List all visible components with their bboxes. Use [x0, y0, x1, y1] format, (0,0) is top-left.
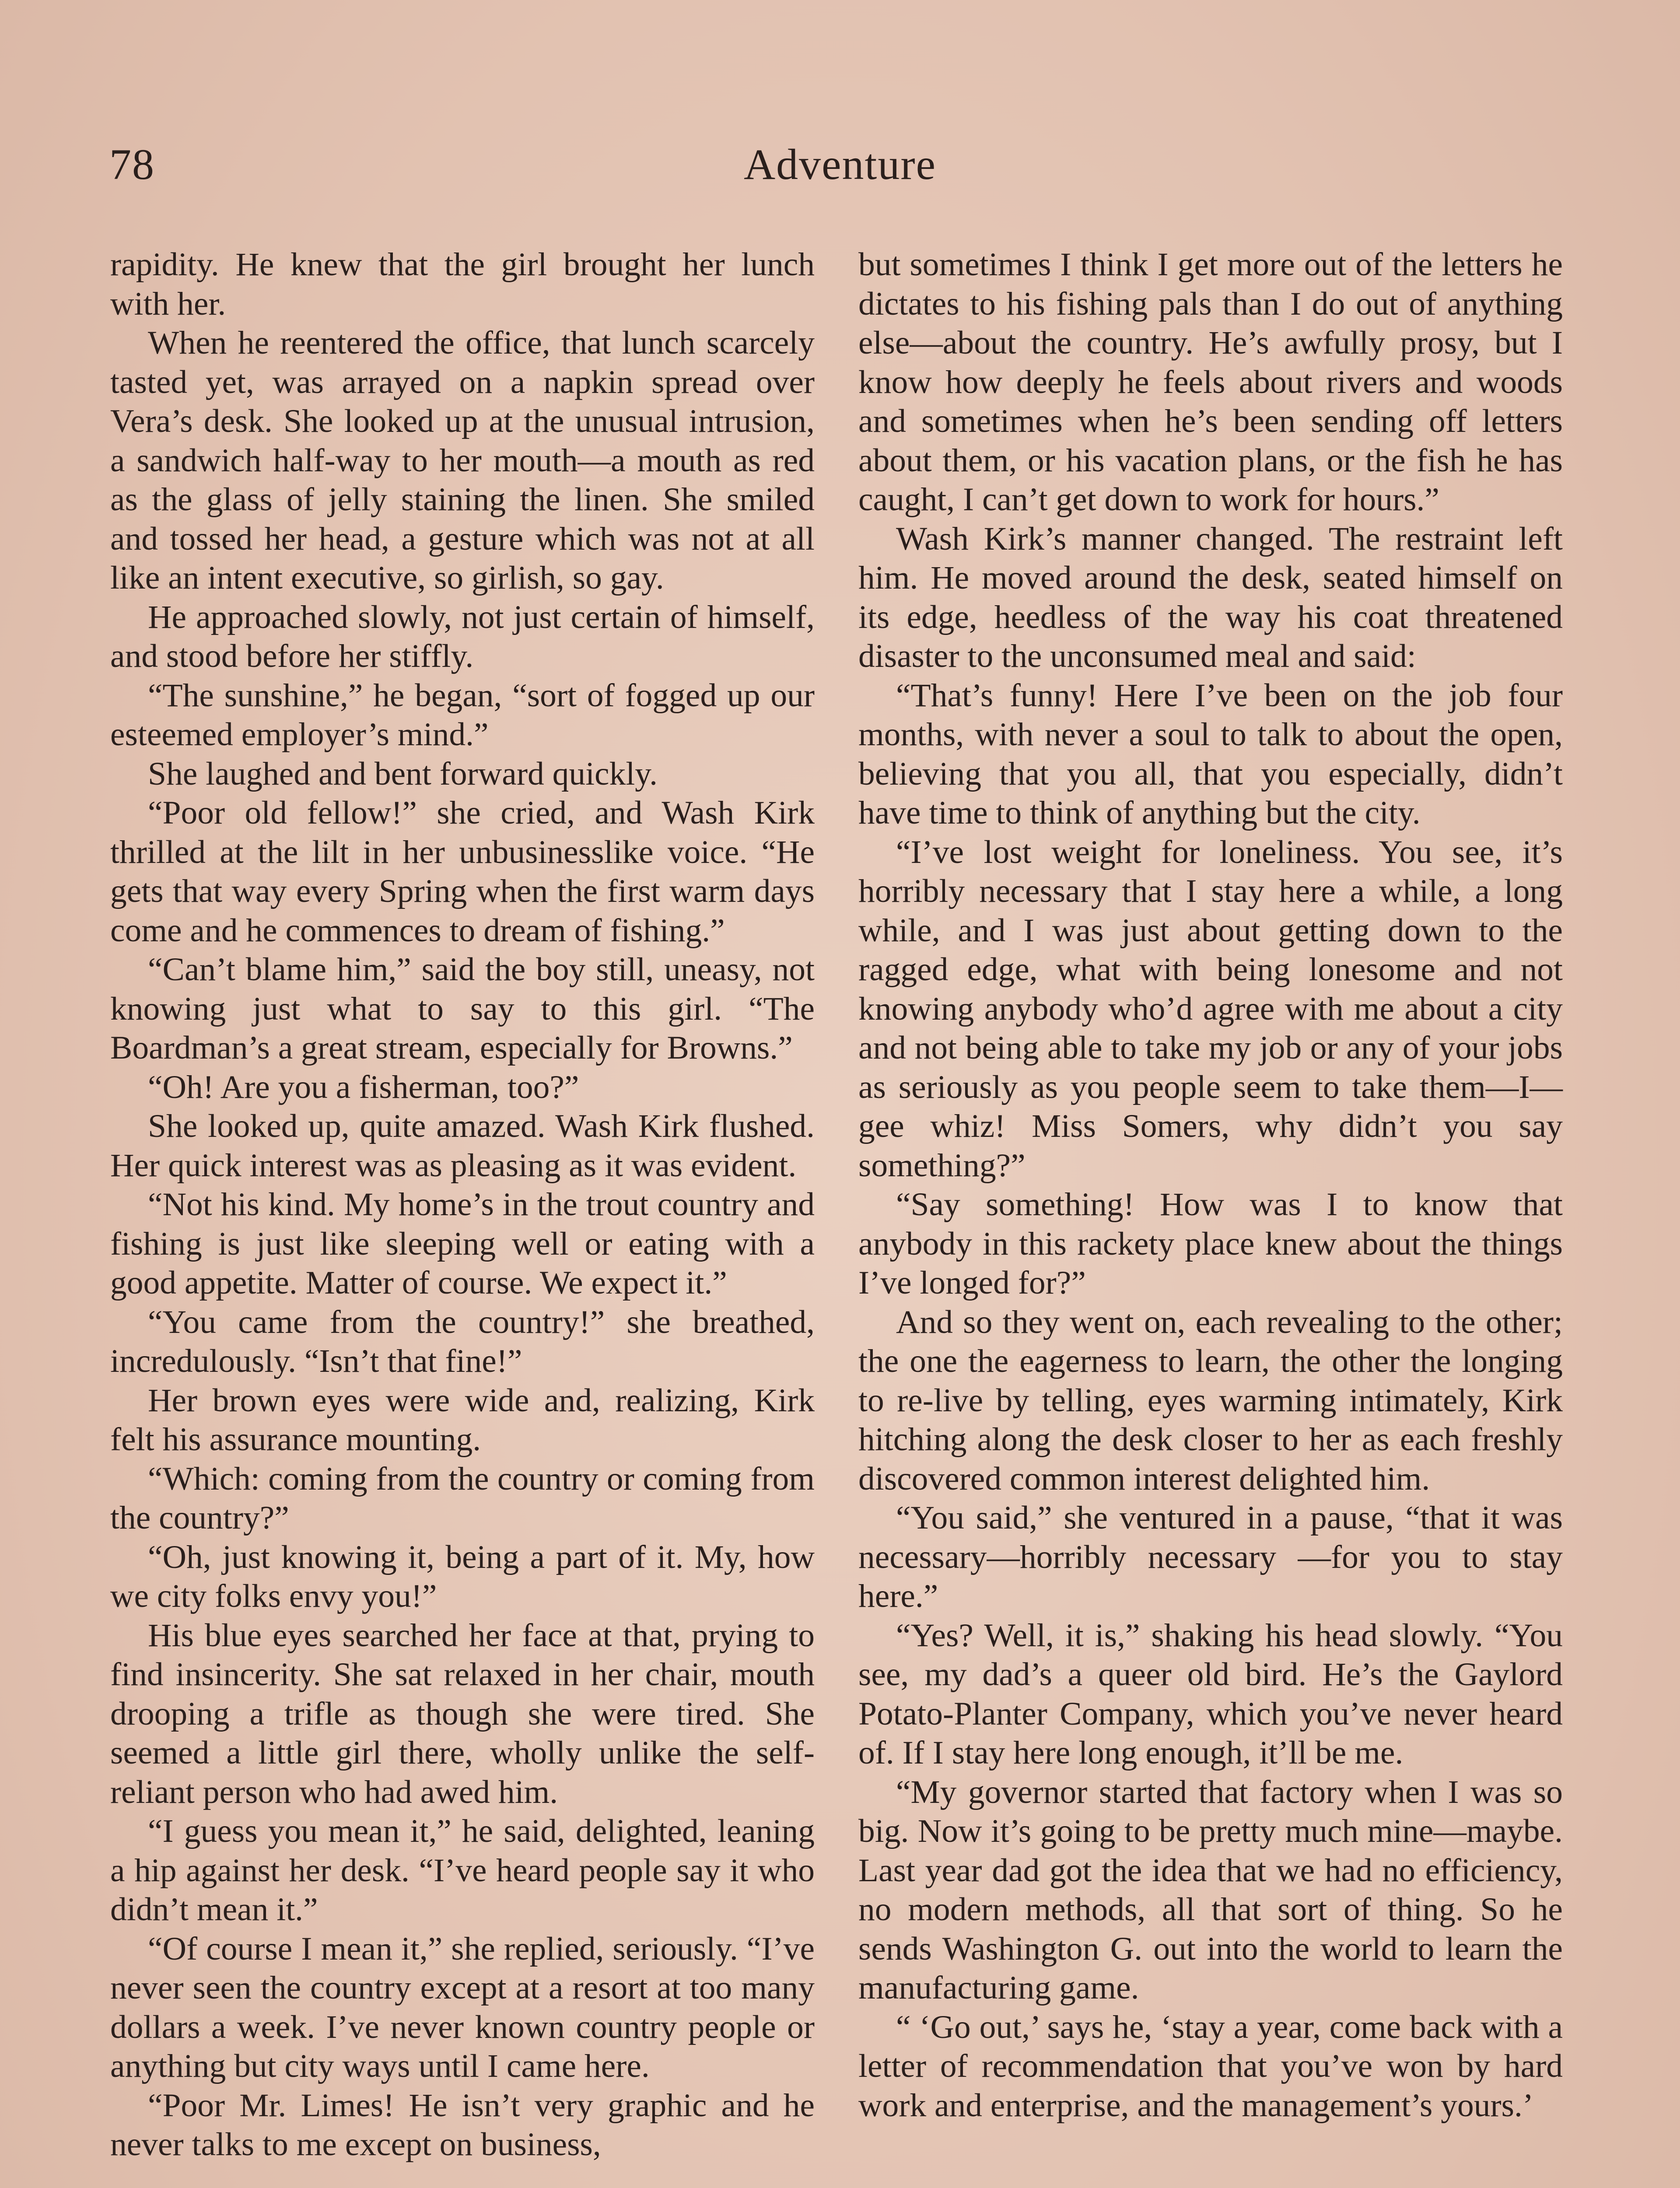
paragraph: “You said,” she ventured in a pause, “that it was necessary—horribly necessary —for you to stay here.”	[858, 1500, 1563, 1614]
paragraph: “I guess you mean it,” he said, delighted, leaning a hip against her desk. “I’ve heard people say it who didn’t mean it.”	[110, 1813, 815, 1928]
left-column	[110, 245, 815, 2164]
paragraph: “Poor old fellow!” she cried, and Wash Kirk thrilled at the lilt in her unbusinesslike voice. “He gets that way every Spring when the first warm days come and he commences to dream of fishing.”	[110, 795, 815, 949]
paragraph: And so they went on, each revealing to the other; the one the eagerness to learn, the other the longing to re-live by telling, eyes warming intimately, Kirk hitching along the desk closer to her as each freshly discovered common interest delighted him.	[858, 1304, 1563, 1497]
paragraph: “Can’t blame him,” said the boy still, uneasy, not knowing just what to say to this girl. “The Boardman’s a great stream, especially for Browns.”	[110, 951, 815, 1066]
paragraph: “My governor started that factory when I was so big. Now it’s going to be pretty much mine—maybe. Last year dad got the idea that we had no efficiency, no modern methods, all that sort of thing. So he sends Washington G. out into the world to learn the manufacturing game.	[858, 1774, 1563, 2006]
paragraph: “That’s funny! Here I’ve been on the job four months, with never a soul to talk to about the open, believing that you all, that you especially, didn’t have time to think of anything but the city.	[858, 677, 1563, 831]
paragraph: “The sunshine,” he began, “sort of fogged up our esteemed employer’s mind.”	[110, 677, 815, 753]
paragraph: “You came from the country!” she breathed, incredulously. “Isn’t that fine!”	[110, 1304, 815, 1379]
paragraph: His blue eyes searched her face at that, prying to find insincerity. She sat relaxed in her chair, mouth drooping a trifle as though she were tired. She seemed a little girl there, wholly unlike the self-reliant person who had awed him.	[110, 1617, 815, 1810]
paragraph: “Of course I mean it,” she replied, seriously. “I’ve never seen the country except at a resort at too many dollars a week. I’ve never known country people or anything but city ways until I came here.	[110, 1930, 815, 2084]
right-column	[858, 245, 1563, 2125]
paragraph: She looked up, quite amazed. Wash Kirk flushed. Her quick interest was as pleasing as it was evident.	[110, 1108, 815, 1184]
paragraph: “Poor Mr. Limes! He isn’t very graphic and he never talks to me except on business,	[110, 2087, 815, 2163]
paragraph: He approached slowly, not just certain of himself, and stood before her stiffly.	[110, 599, 815, 674]
paragraph: “Yes? Well, it is,” shaking his head slowly. “You see, my dad’s a queer old bird. He’s the Gaylord Potato-Planter Company, which you’ve never heard of. If I stay here long enough, it’ll be me.	[858, 1617, 1563, 1771]
paragraph: “Not his kind. My home’s in the trout country and fishing is just like sleeping well or eating with a good appetite. Matter of course. We expect it.”	[110, 1186, 815, 1301]
paragraph: but sometimes I think I get more out of the letters he dictates to his fishing pals than I do out of anything else—about the country. He’s awfully prosy, but I know how deeply he feels about rivers and woods and sometimes when he’s been sending off letters about them, or his vacation plans, or the fish he has caught, I can’t get down to work for hours.”	[858, 246, 1563, 518]
paragraph: “I’ve lost weight for loneliness. You see, it’s horribly necessary that I stay here a while, a long while, and I was just about getting down to the ragged edge, what with being lonesome and not knowing anybody who’d agree with me about a city and not being able to take my job or any of your jobs as seriously as you people seem to take them—I—gee whiz! Miss Somers, why didn’t you say something?”	[858, 834, 1563, 1184]
paragraph: Wash Kirk’s manner changed. The restraint left him. He moved around the desk, seated himself on its edge, heedless of the way his coat threatened disaster to the unconsumed meal and said:	[858, 520, 1563, 674]
paragraph: “Oh, just knowing it, being a part of it. My, how we city folks envy you!”	[110, 1539, 815, 1614]
paragraph: “Oh! Are you a fisherman, too?”	[148, 1069, 579, 1105]
paragraph: Her brown eyes were wide and, realizing, Kirk felt his assurance mounting.	[110, 1382, 815, 1458]
paragraph: She laughed and bent forward quickly.	[148, 755, 658, 792]
page-number: 78	[109, 140, 155, 189]
paragraph: “Which: coming from the country or coming from the country?”	[110, 1460, 815, 1536]
paragraph: When he reentered the office, that lunch scarcely tasted yet, was arrayed on a napkin spread over Vera’s desk. She looked up at the unusual intrusion, a sandwich half-way to her mouth—a mouth as red as the glass of jelly staining the linen. She smiled and tossed her head, a gesture which was not at all like an intent executive, so girlish, so gay.	[110, 325, 815, 596]
paragraph: “Say something! How was I to know that anybody in this rackety place knew about the things I’ve longed for?”	[858, 1186, 1563, 1301]
running-head-title: Adventure	[743, 140, 937, 189]
paragraph: rapidity. He knew that the girl brought her lunch with her.	[110, 246, 815, 322]
paragraph: “ ‘Go out,’ says he, ‘stay a year, come back with a letter of recommendation that you’ve won by hard work and enterprise, and the management’s yours.’	[858, 2009, 1563, 2124]
